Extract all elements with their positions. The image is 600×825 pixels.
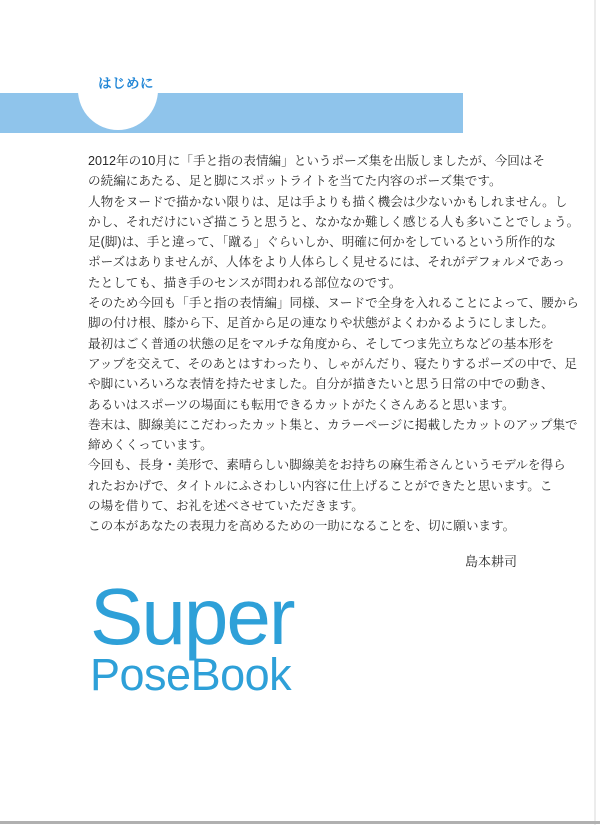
body-line: アップを交えて、そのあとはすわったり、しゃがんだり、寝たりするポーズの中で、足 (88, 356, 578, 371)
body-line: この本があなたの表現力を高めるための一助になることを、切に願います。 (88, 519, 516, 534)
body-line: 最初はごく普通の状態の足をマルチな角度から、そしてつま先立ちなどの基本形を (88, 336, 554, 351)
body-line: 足(脚)は、手と違って、「蹴る」ぐらいしか、明確に何かをしているという所作的な (88, 235, 556, 250)
introduction-text (88, 151, 580, 537)
body-line: や脚にいろいろな表情を持たせました。自分が描きたいと思う日常の中での動き、 (88, 377, 554, 392)
body-line: たとしても、描き手のセンスが問われる部位なのです。 (88, 275, 402, 290)
logo-text-super: Super (90, 572, 294, 661)
body-line: 今回も、長身・美形で、素晴らしい脚線美をお持ちの麻生希さんというモデルを得ら (88, 458, 566, 473)
page-bottom-edge (0, 821, 600, 824)
body-line: そのため今回も「手と指の表情編」同様、ヌードで全身を入れることによって、腰から (88, 296, 579, 311)
body-line: れたおかげで、タイトルにふさわしい内容に仕上げることができたと思います。こ (88, 478, 553, 493)
author-name: 島本耕司 (464, 554, 517, 569)
body-line: の場を借りて、お礼を述べさせていただきます。 (88, 499, 364, 514)
page-right-edge (594, 0, 596, 825)
body-line: 締めくくっています。 (88, 438, 213, 453)
super-posebook-logo (90, 572, 294, 700)
body-line: 2012年の10月に「手と指の表情編」というポーズ集を出版しましたが、今回はそ (88, 154, 545, 168)
section-banner (0, 93, 463, 133)
body-line: かし、それだけにいざ描こうと思うと、なかなか難しく感じる人も多いことでしょう。 (88, 214, 580, 229)
body-line: 脚の付け根、膝から下、足首から足の連なりや状態がよくわかるようにしました。 (88, 316, 554, 331)
body-line: 人物をヌードで描かない限りは、足は手よりも描く機会は少ないかもしれません。し (88, 194, 568, 209)
body-line: あるいはスポーツの場面にも転用できるカットがたくさんあると思います。 (88, 397, 515, 412)
section-title: はじめに (98, 76, 154, 91)
body-line: の続編にあたる、足と脚にスポットライトを当てた内容のポーズ集です。 (88, 174, 502, 189)
body-line: 巻末は、脚線美にこだわったカット集と、カラーページに掲載したカットのアップ集で (88, 417, 578, 432)
logo-text-posebook: PoseBook (90, 649, 292, 700)
body-line: ポーズはありませんが、人体をより人体らしく見せるには、それがデフォルメであっ (88, 255, 565, 270)
